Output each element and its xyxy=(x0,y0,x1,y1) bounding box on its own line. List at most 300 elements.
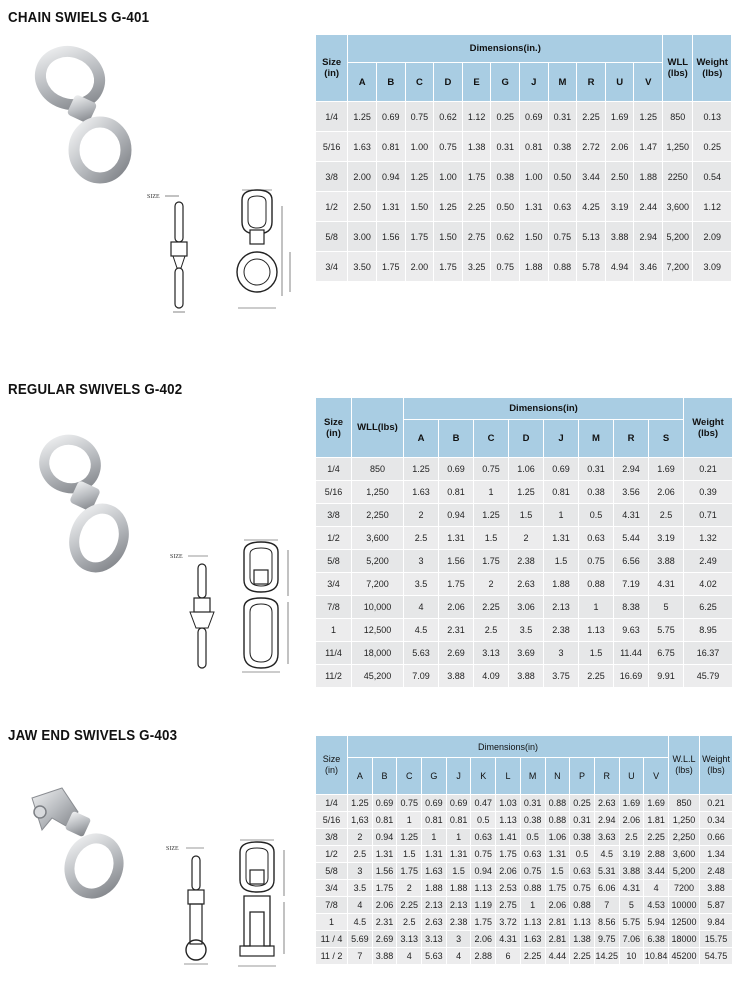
value-cell: 1.31 xyxy=(545,846,570,863)
value-cell: 1.5 xyxy=(545,863,570,880)
value-cell: 2.38 xyxy=(509,550,544,573)
value-cell: 1.50 xyxy=(405,192,434,222)
column-header: C xyxy=(397,758,422,795)
value-cell: 7 xyxy=(594,897,619,914)
value-cell: 4.94 xyxy=(605,252,634,282)
value-cell: 7.06 xyxy=(619,931,644,948)
value-cell: 1.69 xyxy=(605,102,634,132)
table-row xyxy=(316,550,733,573)
table-row xyxy=(316,665,733,688)
value-cell: 2.13 xyxy=(422,897,447,914)
value-cell: 11.44 xyxy=(614,642,649,665)
value-cell: 0.39 xyxy=(684,481,733,504)
value-cell: 1.32 xyxy=(684,527,733,550)
value-cell: 3 xyxy=(348,863,373,880)
value-cell: 0.38 xyxy=(491,162,520,192)
value-cell: 0.88 xyxy=(548,252,577,282)
value-cell: 9.63 xyxy=(614,619,649,642)
value-cell: 2.5 xyxy=(474,619,509,642)
value-cell: 2.81 xyxy=(545,931,570,948)
value-cell: 2.13 xyxy=(446,897,471,914)
value-cell: 5.63 xyxy=(422,948,447,965)
value-cell: 3 xyxy=(404,550,439,573)
value-cell: 2.63 xyxy=(422,914,447,931)
value-cell: 1.13 xyxy=(570,914,595,931)
table-row xyxy=(316,914,733,931)
table-row xyxy=(316,863,733,880)
value-cell: 3.88 xyxy=(619,863,644,880)
value-cell: 3,600 xyxy=(669,846,700,863)
value-cell: 3 xyxy=(544,642,579,665)
size-cell: 5/16 xyxy=(316,812,348,829)
size-cell: 1/2 xyxy=(316,846,348,863)
value-cell: 0.38 xyxy=(579,481,614,504)
value-cell: 4.5 xyxy=(594,846,619,863)
value-cell: 5,200 xyxy=(669,863,700,880)
table-row xyxy=(316,619,733,642)
value-cell: 0.81 xyxy=(544,481,579,504)
value-cell: 1.88 xyxy=(422,880,447,897)
value-cell: 15.75 xyxy=(700,931,733,948)
value-cell: 16.37 xyxy=(684,642,733,665)
value-cell: 1.50 xyxy=(520,222,549,252)
value-cell: 1.13 xyxy=(520,914,545,931)
value-cell: 2.50 xyxy=(348,192,377,222)
table-row xyxy=(316,829,733,846)
table-row xyxy=(316,504,733,527)
value-cell: 2 xyxy=(397,880,422,897)
value-cell: 1.31 xyxy=(376,192,405,222)
size-cell: 5/8 xyxy=(316,550,352,573)
value-cell: 3.19 xyxy=(605,192,634,222)
value-cell: 0.88 xyxy=(520,880,545,897)
chain-swivel-front-drawing xyxy=(228,186,298,316)
value-cell: 5,200 xyxy=(352,550,404,573)
value-cell: 1.75 xyxy=(474,550,509,573)
value-cell: 2.50 xyxy=(605,162,634,192)
value-cell: 5,200 xyxy=(663,222,693,252)
table-row xyxy=(316,573,733,596)
value-cell: 0.63 xyxy=(570,863,595,880)
column-header: C xyxy=(405,63,434,102)
size-cell: 3/4 xyxy=(316,252,348,282)
section-title: JAW END SWIVELS G-403 xyxy=(8,728,178,744)
value-cell: 0.94 xyxy=(372,829,397,846)
section-chain-swivels xyxy=(0,0,745,300)
value-cell: 1.03 xyxy=(496,795,521,812)
value-cell: 2.44 xyxy=(634,192,663,222)
regular-swivel-photo xyxy=(25,432,135,582)
value-cell: 0.25 xyxy=(491,102,520,132)
value-cell: 7 xyxy=(348,948,373,965)
value-cell: 2.48 xyxy=(700,863,733,880)
value-cell: 0.75 xyxy=(579,550,614,573)
value-cell: 2.31 xyxy=(439,619,474,642)
regular-swivel-spec-table xyxy=(315,397,733,688)
column-header: S xyxy=(649,420,684,458)
column-header: U xyxy=(619,758,644,795)
value-cell: 1.12 xyxy=(462,102,491,132)
value-cell: 3.88 xyxy=(509,665,544,688)
value-cell: 4 xyxy=(348,897,373,914)
value-cell: 2.06 xyxy=(649,481,684,504)
value-cell: 9.84 xyxy=(700,914,733,931)
value-cell: 5.94 xyxy=(644,914,669,931)
table-row xyxy=(316,162,732,192)
size-cell: 5/16 xyxy=(316,481,352,504)
value-cell: 3.13 xyxy=(474,642,509,665)
value-cell: 1.38 xyxy=(462,132,491,162)
value-cell: 1.00 xyxy=(405,132,434,162)
value-cell: 1.88 xyxy=(446,880,471,897)
value-cell: 0.81 xyxy=(372,812,397,829)
value-cell: 2.75 xyxy=(462,222,491,252)
value-cell: 0.69 xyxy=(422,795,447,812)
value-cell: 5.31 xyxy=(594,863,619,880)
value-cell: 18,000 xyxy=(352,642,404,665)
value-cell: 8.95 xyxy=(684,619,733,642)
value-cell: 0.5 xyxy=(471,812,496,829)
value-cell: 0.25 xyxy=(693,132,732,162)
value-cell: 0.75 xyxy=(434,132,463,162)
column-header: R xyxy=(577,63,606,102)
value-cell: 1 xyxy=(397,812,422,829)
value-cell: 0.50 xyxy=(548,162,577,192)
value-cell: 1.88 xyxy=(520,252,549,282)
value-cell: 2 xyxy=(509,527,544,550)
column-header: C xyxy=(474,420,509,458)
value-cell: 4.31 xyxy=(649,573,684,596)
value-cell: 2.06 xyxy=(545,897,570,914)
value-cell: 0.21 xyxy=(684,458,733,481)
value-cell: 0.47 xyxy=(471,795,496,812)
value-cell: 2.63 xyxy=(594,795,619,812)
value-cell: 45200 xyxy=(669,948,700,965)
value-cell: 2.5 xyxy=(348,846,373,863)
value-cell: 3.5 xyxy=(348,880,373,897)
value-cell: 1.75 xyxy=(496,846,521,863)
value-cell: 2.25 xyxy=(644,829,669,846)
value-cell: 1 xyxy=(474,481,509,504)
value-cell: 0.81 xyxy=(446,812,471,829)
value-cell: 5.13 xyxy=(577,222,606,252)
value-cell: 2.25 xyxy=(520,948,545,965)
column-header: R xyxy=(594,758,619,795)
value-cell: 4 xyxy=(404,596,439,619)
value-cell: 2 xyxy=(348,829,373,846)
value-cell: 3.19 xyxy=(619,846,644,863)
value-cell: 2.25 xyxy=(577,102,606,132)
value-cell: 2.00 xyxy=(405,252,434,282)
value-cell: 1.25 xyxy=(634,102,663,132)
value-cell: 10,000 xyxy=(352,596,404,619)
value-cell: 8.38 xyxy=(614,596,649,619)
table-row xyxy=(316,458,733,481)
column-header: V xyxy=(634,63,663,102)
value-cell: 1.69 xyxy=(644,795,669,812)
value-cell: 2.38 xyxy=(446,914,471,931)
table-row xyxy=(316,132,732,162)
value-cell: 2,250 xyxy=(352,504,404,527)
value-cell: 0.13 xyxy=(693,102,732,132)
value-cell: 1.69 xyxy=(619,795,644,812)
value-cell: 1.25 xyxy=(405,162,434,192)
value-cell: 7.19 xyxy=(614,573,649,596)
value-cell: 7.09 xyxy=(404,665,439,688)
value-cell: 2250 xyxy=(663,162,693,192)
column-header: K xyxy=(471,758,496,795)
value-cell: 0.94 xyxy=(471,863,496,880)
table-row xyxy=(316,642,733,665)
value-cell: 0.75 xyxy=(471,846,496,863)
value-cell: 1.75 xyxy=(545,880,570,897)
size-cell: 1/4 xyxy=(316,795,348,812)
size-cell: 11 / 2 xyxy=(316,948,348,965)
value-cell: 1.31 xyxy=(439,527,474,550)
drawing-size-label: SIZE xyxy=(170,554,183,560)
value-cell: 0.5 xyxy=(579,504,614,527)
value-cell: 6.06 xyxy=(594,880,619,897)
drawing-size-label: SIZE xyxy=(147,194,160,200)
value-cell: 0.31 xyxy=(520,795,545,812)
value-cell: 4.31 xyxy=(619,880,644,897)
value-cell: 5.75 xyxy=(649,619,684,642)
size-cell: 1/2 xyxy=(316,192,348,222)
size-cell: 1 xyxy=(316,619,352,642)
value-cell: 1.31 xyxy=(446,846,471,863)
value-cell: 1.75 xyxy=(376,252,405,282)
value-cell: 1,63 xyxy=(348,812,373,829)
value-cell: 2.5 xyxy=(397,914,422,931)
value-cell: 10 xyxy=(619,948,644,965)
value-cell: 4 xyxy=(644,880,669,897)
value-cell: 3.88 xyxy=(372,948,397,965)
column-header: D xyxy=(509,420,544,458)
value-cell: 0.75 xyxy=(570,880,595,897)
value-cell: 4.25 xyxy=(577,192,606,222)
value-cell: 3.56 xyxy=(614,481,649,504)
value-cell: 1.5 xyxy=(579,642,614,665)
value-cell: 0.5 xyxy=(570,846,595,863)
value-cell: 2.00 xyxy=(348,162,377,192)
size-cell: 5/16 xyxy=(316,132,348,162)
regular-swivel-front-drawing xyxy=(232,536,302,676)
value-cell: 0.94 xyxy=(376,162,405,192)
value-cell: 2.06 xyxy=(439,596,474,619)
size-cell: 3/8 xyxy=(316,829,348,846)
value-cell: 5 xyxy=(619,897,644,914)
value-cell: 1.63 xyxy=(422,863,447,880)
value-cell: 0.88 xyxy=(545,795,570,812)
value-cell: 0.75 xyxy=(405,102,434,132)
value-cell: 3.06 xyxy=(509,596,544,619)
value-cell: 1.63 xyxy=(348,132,377,162)
value-cell: 3,600 xyxy=(352,527,404,550)
value-cell: 1.75 xyxy=(434,252,463,282)
value-cell: 0.63 xyxy=(520,846,545,863)
value-cell: 4.09 xyxy=(474,665,509,688)
column-header: B xyxy=(372,758,397,795)
column-header: B xyxy=(376,63,405,102)
value-cell: 0.63 xyxy=(548,192,577,222)
value-cell: 0.31 xyxy=(548,102,577,132)
value-cell: 1.56 xyxy=(439,550,474,573)
size-cell: 7/8 xyxy=(316,596,352,619)
value-cell: 0.81 xyxy=(376,132,405,162)
column-header: M xyxy=(548,63,577,102)
value-cell: 8.56 xyxy=(594,914,619,931)
column-header: A xyxy=(348,63,377,102)
value-cell: 2.13 xyxy=(544,596,579,619)
value-cell: 9.75 xyxy=(594,931,619,948)
value-cell: 2.94 xyxy=(614,458,649,481)
value-cell: 5 xyxy=(649,596,684,619)
jaw-end-swivel-spec-table xyxy=(315,735,733,965)
value-cell: 2.5 xyxy=(404,527,439,550)
column-header: U xyxy=(605,63,634,102)
value-cell: 3.88 xyxy=(605,222,634,252)
wll-header: WLL (lbs) xyxy=(663,35,693,102)
column-header: R xyxy=(614,420,649,458)
value-cell: 3.46 xyxy=(634,252,663,282)
value-cell: 3.69 xyxy=(509,642,544,665)
size-cell: 7/8 xyxy=(316,897,348,914)
value-cell: 1.75 xyxy=(462,162,491,192)
value-cell: 850 xyxy=(352,458,404,481)
value-cell: 1.5 xyxy=(397,846,422,863)
value-cell: 54.75 xyxy=(700,948,733,965)
section-regular-swivels xyxy=(0,370,745,690)
value-cell: 0.38 xyxy=(520,812,545,829)
size-cell: 1/4 xyxy=(316,458,352,481)
value-cell: 3.44 xyxy=(577,162,606,192)
table-row xyxy=(316,897,733,914)
value-cell: 3.44 xyxy=(644,863,669,880)
value-cell: 1.00 xyxy=(434,162,463,192)
value-cell: 1.31 xyxy=(544,527,579,550)
column-header: E xyxy=(462,63,491,102)
value-cell: 0.62 xyxy=(491,222,520,252)
value-cell: 4.31 xyxy=(496,931,521,948)
value-cell: 0.38 xyxy=(570,829,595,846)
value-cell: 3 xyxy=(446,931,471,948)
size-cell: 3/4 xyxy=(316,573,352,596)
drawing-size-label: SIZE xyxy=(166,846,179,852)
value-cell: 850 xyxy=(669,795,700,812)
weight-header: Weight (lbs) xyxy=(700,736,733,795)
value-cell: 10000 xyxy=(669,897,700,914)
value-cell: 0.50 xyxy=(491,192,520,222)
value-cell: 2.31 xyxy=(372,914,397,931)
wll-header: W.L.L (lbs) xyxy=(669,736,700,795)
value-cell: 1.19 xyxy=(471,897,496,914)
value-cell: 2.94 xyxy=(634,222,663,252)
value-cell: 1.31 xyxy=(520,192,549,222)
value-cell: 2.06 xyxy=(471,931,496,948)
value-cell: 14.25 xyxy=(594,948,619,965)
value-cell: 3.50 xyxy=(348,252,377,282)
value-cell: 1.13 xyxy=(579,619,614,642)
column-header: A xyxy=(348,758,373,795)
value-cell: 0.75 xyxy=(397,795,422,812)
table-row xyxy=(316,812,733,829)
column-header: D xyxy=(434,63,463,102)
size-cell: 3/4 xyxy=(316,880,348,897)
value-cell: 2.06 xyxy=(496,863,521,880)
value-cell: 0.62 xyxy=(434,102,463,132)
value-cell: 2 xyxy=(474,573,509,596)
size-cell: 1/4 xyxy=(316,102,348,132)
value-cell: 0.88 xyxy=(545,812,570,829)
dimensions-header: Dimensions(in.) xyxy=(348,35,663,63)
size-cell: 1/2 xyxy=(316,527,352,550)
value-cell: 3.09 xyxy=(693,252,732,282)
value-cell: 1.63 xyxy=(404,481,439,504)
value-cell: 3.19 xyxy=(649,527,684,550)
section-title: REGULAR SWIVELS G-402 xyxy=(8,382,183,398)
value-cell: 2.5 xyxy=(649,504,684,527)
value-cell: 2.25 xyxy=(570,948,595,965)
value-cell: 0.94 xyxy=(439,504,474,527)
value-cell: 0.69 xyxy=(446,795,471,812)
value-cell: 16.69 xyxy=(614,665,649,688)
value-cell: 3.88 xyxy=(700,880,733,897)
value-cell: 1.50 xyxy=(434,222,463,252)
value-cell: 45.79 xyxy=(684,665,733,688)
value-cell: 850 xyxy=(663,102,693,132)
column-header: M xyxy=(520,758,545,795)
value-cell: 0.75 xyxy=(548,222,577,252)
value-cell: 6.38 xyxy=(644,931,669,948)
size-cell: 11 / 4 xyxy=(316,931,348,948)
column-header: J xyxy=(520,63,549,102)
value-cell: 0.25 xyxy=(570,795,595,812)
value-cell: 0.63 xyxy=(579,527,614,550)
value-cell: 3.13 xyxy=(422,931,447,948)
value-cell: 1.75 xyxy=(405,222,434,252)
table-row xyxy=(316,880,733,897)
value-cell: 5.87 xyxy=(700,897,733,914)
value-cell: 1.25 xyxy=(509,481,544,504)
value-cell: 1.34 xyxy=(700,846,733,863)
value-cell: 1 xyxy=(446,829,471,846)
value-cell: 0.88 xyxy=(579,573,614,596)
value-cell: 1.31 xyxy=(372,846,397,863)
value-cell: 3.75 xyxy=(544,665,579,688)
value-cell: 0.5 xyxy=(520,829,545,846)
value-cell: 1.75 xyxy=(471,914,496,931)
value-cell: 3.00 xyxy=(348,222,377,252)
value-cell: 2.88 xyxy=(471,948,496,965)
value-cell: 1.56 xyxy=(372,863,397,880)
value-cell: 1.31 xyxy=(422,846,447,863)
value-cell: 1.5 xyxy=(544,550,579,573)
size-cell: 1 xyxy=(316,914,348,931)
value-cell: 3.5 xyxy=(509,619,544,642)
value-cell: 0.21 xyxy=(700,795,733,812)
value-cell: 0.75 xyxy=(491,252,520,282)
value-cell: 1,250 xyxy=(352,481,404,504)
value-cell: 1.75 xyxy=(372,880,397,897)
value-cell: 2.72 xyxy=(577,132,606,162)
size-cell: 5/8 xyxy=(316,863,348,880)
chain-swivel-photo xyxy=(22,40,132,190)
value-cell: 2.69 xyxy=(372,931,397,948)
value-cell: 1.81 xyxy=(644,812,669,829)
value-cell: 2 xyxy=(404,504,439,527)
value-cell: 1.88 xyxy=(544,573,579,596)
table-row xyxy=(316,222,732,252)
